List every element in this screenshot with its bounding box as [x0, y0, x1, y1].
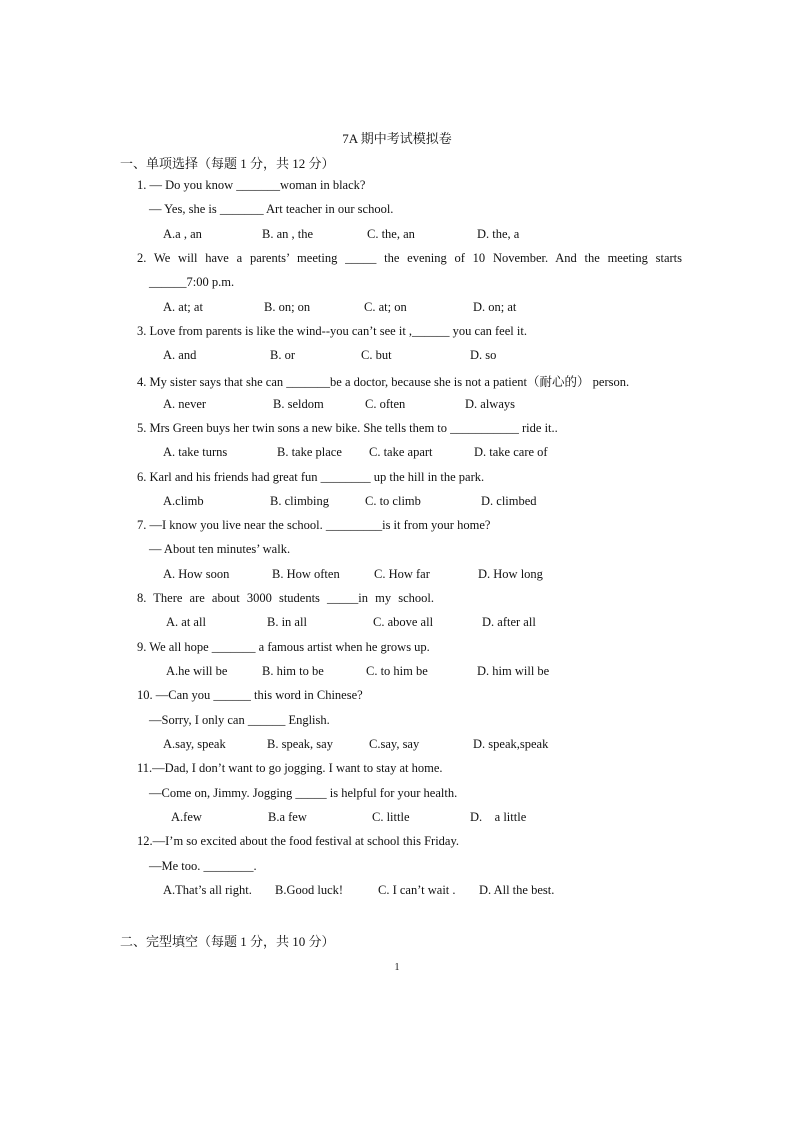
- question-5-option-b: B. take place: [277, 445, 342, 459]
- section-heading-1: 一、单项选择（每题 1 分，共 12 分）: [120, 156, 335, 171]
- question-11-option-b: B.a few: [268, 810, 307, 824]
- question-10-reply: —Sorry, I only can ______ English.: [149, 713, 330, 727]
- question-2-option-a: A. at; at: [163, 300, 203, 314]
- question-8-option-a: A. at all: [166, 615, 206, 629]
- question-10-option-d: D. speak,speak: [473, 737, 549, 751]
- question-5-option-d: D. take care of: [474, 445, 548, 459]
- question-4-stem: 4. My sister says that she can _______be a doctor, because she is not a patient（耐心的） person.: [137, 375, 630, 389]
- question-11-reply: —Come on, Jimmy. Jogging _____ is helpful for your health.: [149, 786, 458, 800]
- question-5-stem: 5. Mrs Green buys her twin sons a new bike. She tells them to ___________ ride it..: [137, 421, 558, 435]
- question-6-option-a: A.climb: [163, 494, 204, 508]
- question-6-option-d: D. climbed: [481, 494, 537, 508]
- question-10-stem: 10. —Can you ______ this word in Chinese?: [137, 688, 363, 702]
- question-1-reply: — Yes, she is _______ Art teacher in our school.: [149, 202, 394, 216]
- question-9-option-c: C. to him be: [366, 664, 428, 678]
- question-3-option-d: D. so: [470, 348, 497, 362]
- question-7-option-a: A. How soon: [163, 567, 230, 581]
- question-11-option-d: D. a little: [470, 810, 527, 824]
- question-3-option-a: A. and: [163, 348, 197, 362]
- question-3-option-c: C. but: [361, 348, 392, 362]
- question-12-option-a: A.That’s all right.: [163, 883, 252, 897]
- question-5-option-c: C. take apart: [369, 445, 433, 459]
- section-heading-2: 二、完型填空（每题 1 分，共 10 分）: [120, 934, 335, 949]
- question-7-option-d: D. How long: [478, 567, 543, 581]
- question-2-option-b: B. on; on: [264, 300, 311, 314]
- question-1-stem: 1. — Do you know _______woman in black?: [137, 178, 366, 192]
- question-7-stem: 7. —I know you live near the school. _________is it from your home?: [137, 518, 491, 532]
- question-10-option-b: B. speak, say: [267, 737, 333, 751]
- question-4-option-d: D. always: [465, 397, 515, 411]
- question-2-stem: 2. We will have a parents’ meeting _____ the evening of 10 November. And the meeting starts: [137, 251, 682, 265]
- question-8-option-c: C. above all: [373, 615, 434, 629]
- question-8-option-b: B. in all: [267, 615, 307, 629]
- question-12-reply: —Me too. ________.: [149, 859, 257, 873]
- question-10-option-c: C.say, say: [369, 737, 420, 751]
- question-7-option-c: C. How far: [374, 567, 430, 581]
- question-1-option-c: C. the, an: [367, 227, 415, 241]
- question-6-option-b: B. climbing: [270, 494, 330, 508]
- question-11-option-c: C. little: [372, 810, 410, 824]
- question-8-stem: 8. There are about 3000 students _____in my school.: [137, 591, 435, 605]
- question-7-reply: — About ten minutes’ walk.: [149, 542, 291, 556]
- question-2-option-c: C. at; on: [364, 300, 407, 314]
- question-4-option-a: A. never: [163, 397, 207, 411]
- question-11-option-a: A.few: [171, 810, 202, 824]
- question-2-option-d: D. on; at: [473, 300, 517, 314]
- question-11-stem: 11.—Dad, I don’t want to go jogging. I want to stay at home.: [137, 761, 443, 775]
- question-9-option-d: D. him will be: [477, 664, 550, 678]
- question-1-option-d: D. the, a: [477, 227, 520, 241]
- question-9-option-b: B. him to be: [262, 664, 324, 678]
- question-12-option-c: C. I can’t wait .: [378, 883, 456, 897]
- question-6-option-c: C. to climb: [365, 494, 421, 508]
- question-4-option-b: B. seldom: [273, 397, 324, 411]
- question-9-stem: 9. We all hope _______ a famous artist when he grows up.: [137, 640, 430, 654]
- question-6-stem: 6. Karl and his friends had great fun ________ up the hill in the park.: [137, 470, 485, 484]
- question-3-option-b: B. or: [270, 348, 295, 362]
- page-number: 1: [394, 962, 400, 973]
- question-1-option-a: A.a , an: [163, 227, 202, 241]
- question-7-option-b: B. How often: [272, 567, 340, 581]
- question-5-option-a: A. take turns: [163, 445, 228, 459]
- question-12-stem: 12.—I’m so excited about the food festival at school this Friday.: [137, 834, 460, 848]
- question-1-option-b: B. an , the: [262, 227, 314, 241]
- page-title: 7A 期中考试模拟卷: [342, 131, 452, 146]
- question-9-option-a: A.he will be: [166, 664, 228, 678]
- question-3-stem: 3. Love from parents is like the wind--you can’t see it ,______ you can feel it.: [137, 324, 527, 338]
- question-2-stem-cont: ______7:00 p.m.: [149, 275, 235, 289]
- question-10-option-a: A.say, speak: [163, 737, 226, 751]
- question-8-option-d: D. after all: [482, 615, 536, 629]
- question-12-option-b: B.Good luck!: [275, 883, 344, 897]
- question-4-option-c: C. often: [365, 397, 406, 411]
- question-12-option-d: D. All the best.: [479, 883, 555, 897]
